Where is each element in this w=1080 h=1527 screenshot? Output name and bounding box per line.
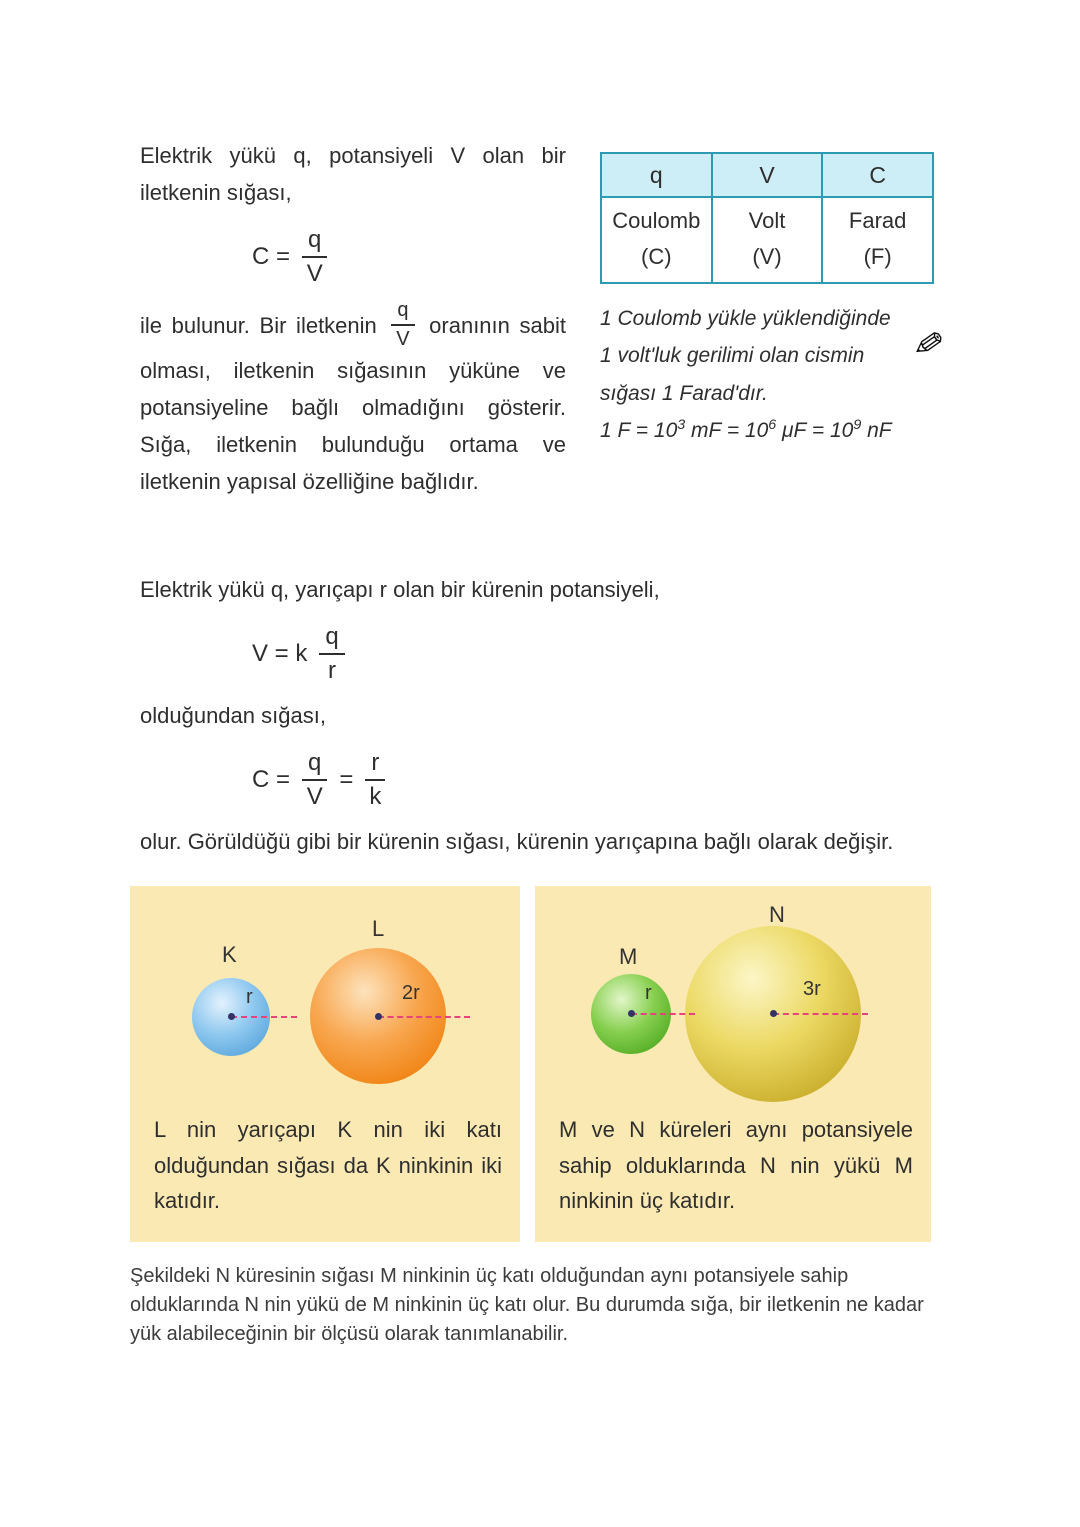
ratio-paragraph-after: oranının sabit olması, iletkenin sığasının yüküne ve potansiyeline bağlı olmadığını gösterir. Sığa, iletkenin bulunduğu ortama ve iletkenin yapısal özelliğine bağlıdır.: [140, 312, 566, 494]
sphere-l-label: L: [372, 916, 385, 941]
sphere-k-radius-label: r: [246, 986, 253, 1008]
units-table-header-row: [601, 153, 933, 197]
left-column: [140, 138, 566, 501]
intro-paragraph-text: Elektrik yükü q, potansiyeli V olan bir iletkenin sığası,: [140, 143, 566, 205]
inline-fraction-q-over-v: $\frac{q}{V}$: [391, 299, 414, 351]
sphere-k-center-dot: [228, 1013, 235, 1020]
farad-definition-note: [600, 300, 952, 450]
units-table: [600, 152, 934, 284]
fraction-q-over-r: $\frac{q}{r}$: [319, 623, 344, 684]
table-cell-volt: Volt (V): [712, 197, 823, 283]
conclusion-paragraph: olur. Görüldüğü gibi bir kürenin sığası, kürenin yarıçapına bağlı olarak değişir.: [140, 829, 894, 855]
sphere-m-radius-label: r: [645, 982, 652, 1004]
fraction-r-over-k: $\frac{r}{k}$: [365, 749, 385, 810]
pen-icon: ✎: [904, 324, 951, 362]
therefore-paragraph: olduğundan sığası,: [140, 703, 326, 729]
equals-sign: =: [339, 765, 354, 793]
sphere-k-label: K: [222, 942, 237, 967]
fraction-q-over-v-2: $\frac{q}{V}$: [302, 749, 327, 810]
figure-k-l-caption: L nin yarıçapı K nin iki katı olduğundan sığası da K ninkinin iki katıdır.: [154, 1117, 502, 1214]
formula-capacitance-radius: [252, 749, 940, 810]
note-conversion-formula: 1 $F = 10^3$ mF = $10^6$ $\mu F = 10^9$ nF: [600, 417, 892, 443]
figure-spheres-k-l: [130, 886, 520, 1242]
formula-capacitance-lhs: C =: [252, 242, 291, 270]
units-table-body-row: [601, 197, 933, 283]
table-cell-farad: Farad (F): [822, 197, 933, 283]
ratio-paragraph: [140, 301, 566, 501]
sphere-l-radius-label: 2r: [402, 982, 420, 1004]
table-header-c: C: [822, 153, 933, 197]
note-line-2: 1 volt'luk gerilimi olan cismin: [600, 344, 865, 368]
summary-paragraph: Şekildeki N küresinin sığası M ninkinin üç katı olduğundan aynı potansiyele sahip olduklarında N nin yükü de M ninkinin üç katı olur. Bu durumda sığa, bir iletkenin ne kadar yük alabileceğinin bir ölçüsü olarak tanımlanabilir.: [130, 1265, 924, 1345]
fraction-q-over-v: $\frac{q}{V}$: [302, 226, 327, 287]
formula-capacitance-radius-lhs: C =: [252, 765, 291, 793]
sphere-l-center-dot: [375, 1013, 382, 1020]
formula-capacitance: [252, 226, 566, 287]
formula-potential: [252, 623, 940, 684]
sphere-n-radius-label: 3r: [803, 978, 821, 1000]
figure-spheres-m-n: [535, 886, 931, 1242]
note-line-3: sığası 1 Farad'dır.: [600, 381, 768, 405]
sphere-k-radius-line: [231, 1016, 297, 1018]
sphere-n-radius-line: [773, 1013, 868, 1015]
right-column: [600, 152, 938, 450]
sphere-potential-paragraph: Elektrik yükü q, yarıçapı r olan bir kürenin potansiyeli,: [140, 577, 660, 602]
sphere-n-label: N: [769, 902, 785, 927]
sphere-m-center-dot: [628, 1010, 635, 1017]
formula-potential-lhs: V = k: [252, 639, 308, 667]
sphere-m-radius-line: [631, 1013, 695, 1015]
sphere-m-label: M: [619, 944, 638, 969]
sphere-n-center-dot: [770, 1010, 777, 1017]
table-header-q: q: [601, 153, 712, 197]
table-header-v: V: [712, 153, 823, 197]
sphere-l-radius-line: [378, 1016, 470, 1018]
table-cell-coulomb: Coulomb (C): [601, 197, 712, 283]
ratio-paragraph-before: ile bulunur. Bir iletkenin: [140, 312, 377, 338]
middle-section: [140, 566, 940, 861]
intro-paragraph: [140, 138, 566, 212]
figure-m-n-caption: M ve N küreleri aynı potansiyele sahip olduklarında N nin yükü M ninkinin üç katıdır.: [559, 1117, 913, 1214]
note-line-1: 1 Coulomb yükle yüklendiğinde: [600, 307, 891, 330]
